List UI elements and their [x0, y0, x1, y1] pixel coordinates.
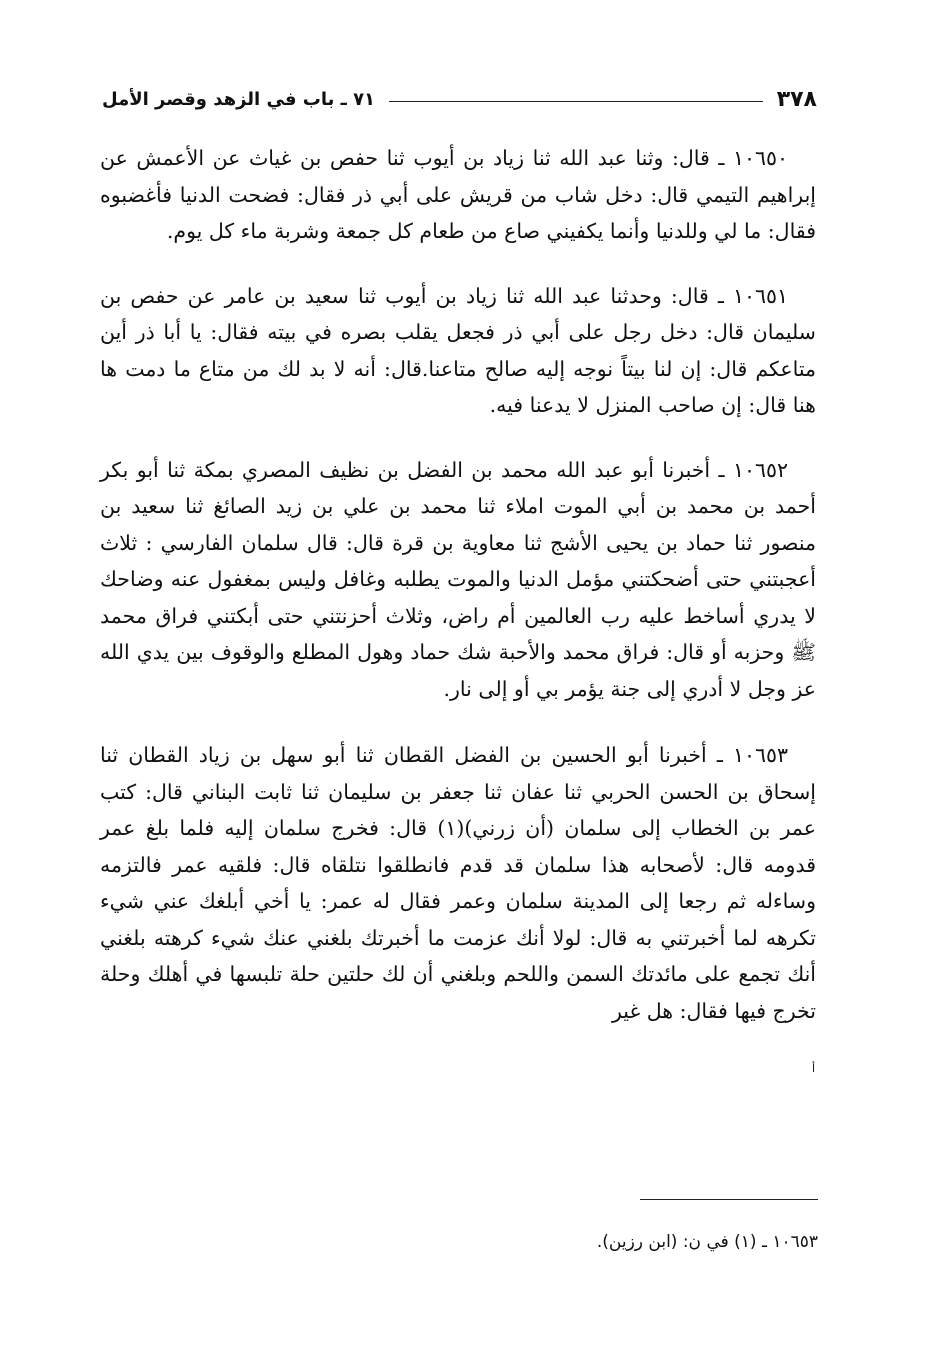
hadith-10650: ١٠٦٥٠ ـ قال: وثنا عبد الله ثنا زياد بن أيوب ثنا حفص بن غياث عن الأعمش عن إبراهيم التيمي قال: دخل شاب من قريش على أبي ذر فقال: فضحت الدنيا فأغضبوه فقال: ما لي وللدنيا وأنما يكفيني صاع من طعام كل جمعة وشربة ماء كل يوم. — [100, 146, 816, 243]
footnote: ١٠٦٥٣ ـ (١) في ن: (ابن رزين). — [596, 1232, 818, 1252]
running-header — [102, 82, 817, 116]
footnote-rule — [640, 1199, 818, 1200]
header-rule — [389, 101, 763, 102]
hadith-10653: ١٠٦٥٣ ـ أخبرنا أبو الحسين بن الفضل القطان ثنا أبو سهل بن زياد القطان ثنا إسحاق بن الحسن الحربي ثنا عفان ثنا جعفر بن سليمان ثنا ثابت البناني قال: كتب عمر بن الخطاب إلى سلمان (أن زرني)(١) قال: فخرج سلمان إليه فلما بلغ عمر قدومه قال: لأصحابه هذا سلمان قد قدم فانطلقوا نتلقاه قال: فلقيه عمر فالتزمه وساءله ثم رجعا إلى المدينة سلمان وعمر فقال له عمر: يا أخي أبلغك عني شيء تكرهه لما أخبرتني به قال: لولا أنك عزمت ما أخبرتك بلغني عنك شيء كرهته بلغني أنك تجمع على مائدتك السمن واللحم وبلغني أن لك حلتين حلة تلبسها في أهلك وحلة تخرج فيها فقال: هل غير — [100, 743, 816, 1023]
main-text — [100, 140, 816, 1057]
hadith-10652: ١٠٦٥٢ ـ أخبرنا أبو عبد الله محمد بن الفضل بن نظيف المصري بمكة ثنا أبو بكر أحمد بن محمد بن أبي الموت املاء ثنا محمد بن علي بن زيد الصائغ ثنا سعيد بن منصور ثنا حماد بن يحيى الأشج ثنا معاوية بن قرة قال: قال سلمان الفارسي : ثلاث أعجبتني حتى أضحكتني مؤمل الدنيا والموت يطلبه وغافل وليس بمغفول عنه وضاحك لا يدري أساخط عليه رب العالمين أم راض، وثلاث أحزنتني حتى أبكتني فراق محمد ﷺ وحزبه أو قال: فراق محمد والأحبة شك حماد وهول المطلع والوقوف بين يدي الله عز وجل لا أدري إلى جنة يؤمر بي أو إلى نار. — [100, 457, 816, 701]
chapter-title: ٧١ ـ باب في الزهد وقصر الأمل — [102, 88, 376, 110]
hadith-10651: ١٠٦٥١ ـ قال: وحدثنا عبد الله ثنا زياد بن أيوب ثنا سعيد بن عامر عن حفص بن سليمان قال: دخل رجل على أبي ذر فجعل يقلب بصره في بيته فقال: يا أبا ذر أين متاعكم قال: إن لنا بيتاً نوجه إليه صالح متاعنا.قال: أنه لا بد لك من متاع ما دمت ها هنا قال: إن صاحب المنزل لا يدعنا فيه. — [100, 283, 816, 417]
margin-mark: أ — [812, 1062, 816, 1075]
page-number: ٣٧٨ — [776, 86, 817, 112]
